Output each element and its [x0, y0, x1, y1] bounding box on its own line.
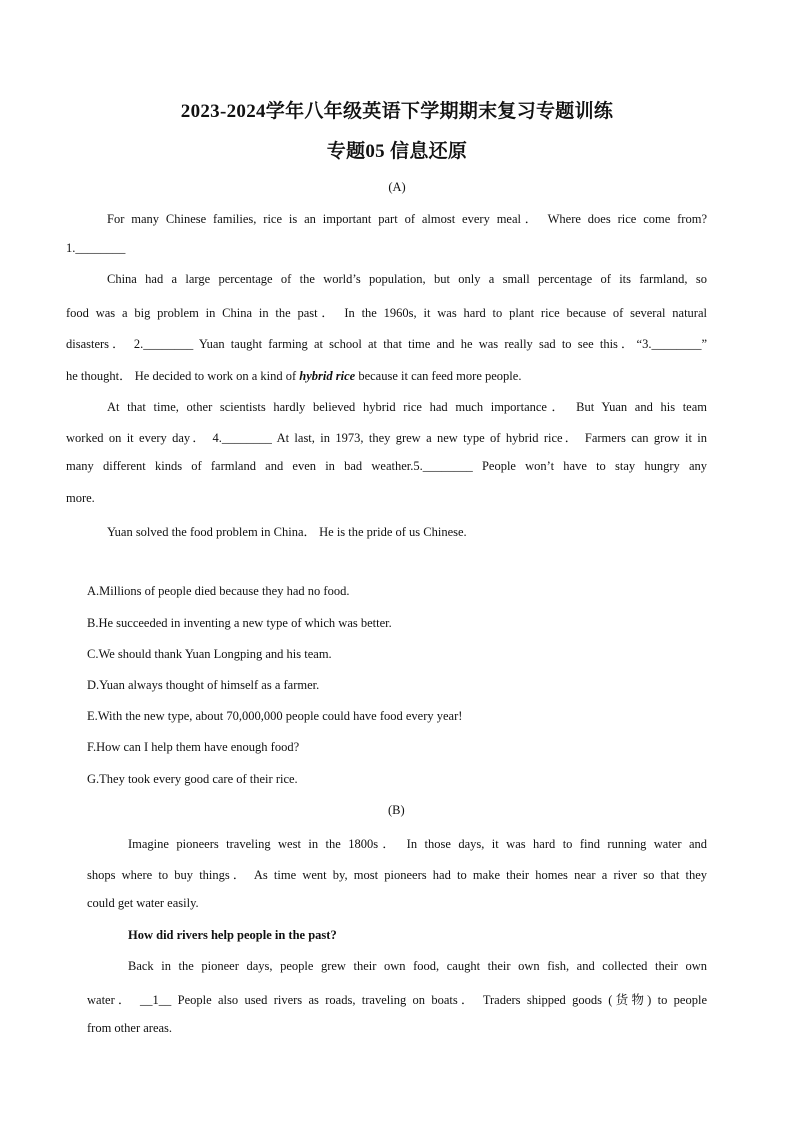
- paragraph-line: Yuan solved the food problem in China． He is the pride of us Chinese.: [107, 525, 467, 539]
- option-b: B.He succeeded in inventing a new type of which was better.: [87, 616, 392, 630]
- paragraph-line: For many Chinese families, rice is an important part of almost every meal． Where does rice come from?: [107, 212, 707, 226]
- option-e: E.With the new type, about 70,000,000 people could have food every year!: [87, 709, 463, 723]
- paragraph-fragment: he thought．: [66, 369, 132, 383]
- paragraph-line-composite: [66, 366, 521, 384]
- section-a-label: (A): [388, 180, 406, 194]
- paragraph-line: China had a large percentage of the world’s population, but only a small percentage of its farmland, so: [107, 272, 707, 286]
- paragraph-line: shops where to buy things． As time went by, most pioneers had to make their homes near a river so that they: [87, 868, 707, 882]
- blank-1: 1.________: [66, 241, 126, 255]
- paragraph-line: disasters． 2.________ Yuan taught farming at school at that time and he was really sad to see this．“3.________”: [66, 337, 707, 351]
- paragraph-line: worked on it every day． 4.________ At last, in 1973, they grew a new type of hybrid rice． Farmers can grow it in: [66, 431, 707, 445]
- option-c: C.We should thank Yuan Longping and his team.: [87, 647, 332, 661]
- section-heading: How did rivers help people in the past?: [128, 928, 337, 942]
- paragraph-line: many different kinds of farmland and even in bad weather.5.________ People won’t have to stay hungry any: [66, 459, 707, 473]
- paragraph-line: Back in the pioneer days, people grew their own food, caught their own fish, and collected their own: [128, 959, 707, 973]
- paragraph-line: water． __1__ People also used rivers as roads, traveling on boats． Traders shipped goods (货物) to people: [87, 993, 707, 1007]
- option-a: A.Millions of people died because they had no food.: [87, 584, 350, 598]
- paragraph-fragment: He decided to work on a kind of: [134, 369, 297, 383]
- section-b-label: (B): [388, 803, 405, 817]
- paragraph-line: food was a big problem in China in the past． In the 1960s, it was hard to plant rice because of several natural: [66, 306, 707, 320]
- paragraph-line: At that time, other scientists hardly believed hybrid rice had much importance． But Yuan and his team: [107, 400, 707, 414]
- document-title: 2023-2024学年八年级英语下学期期末复习专题训练: [180, 101, 614, 122]
- option-f: F.How can I help them have enough food?: [87, 740, 300, 754]
- hybrid-rice-emphasis: hybrid rice: [299, 369, 356, 383]
- document-subtitle: 专题05 信息还原: [326, 141, 468, 162]
- option-d: D.Yuan always thought of himself as a farmer.: [87, 678, 320, 692]
- paragraph-fragment: because it can feed more people.: [358, 369, 522, 383]
- paragraph-line: from other areas.: [87, 1021, 173, 1035]
- paragraph-line: could get water easily.: [87, 896, 199, 910]
- paragraph-line: more.: [66, 491, 95, 505]
- paragraph-line: Imagine pioneers traveling west in the 1800s． In those days, it was hard to find running water and: [128, 837, 707, 851]
- option-g: G.They took every good care of their rice.: [87, 772, 298, 786]
